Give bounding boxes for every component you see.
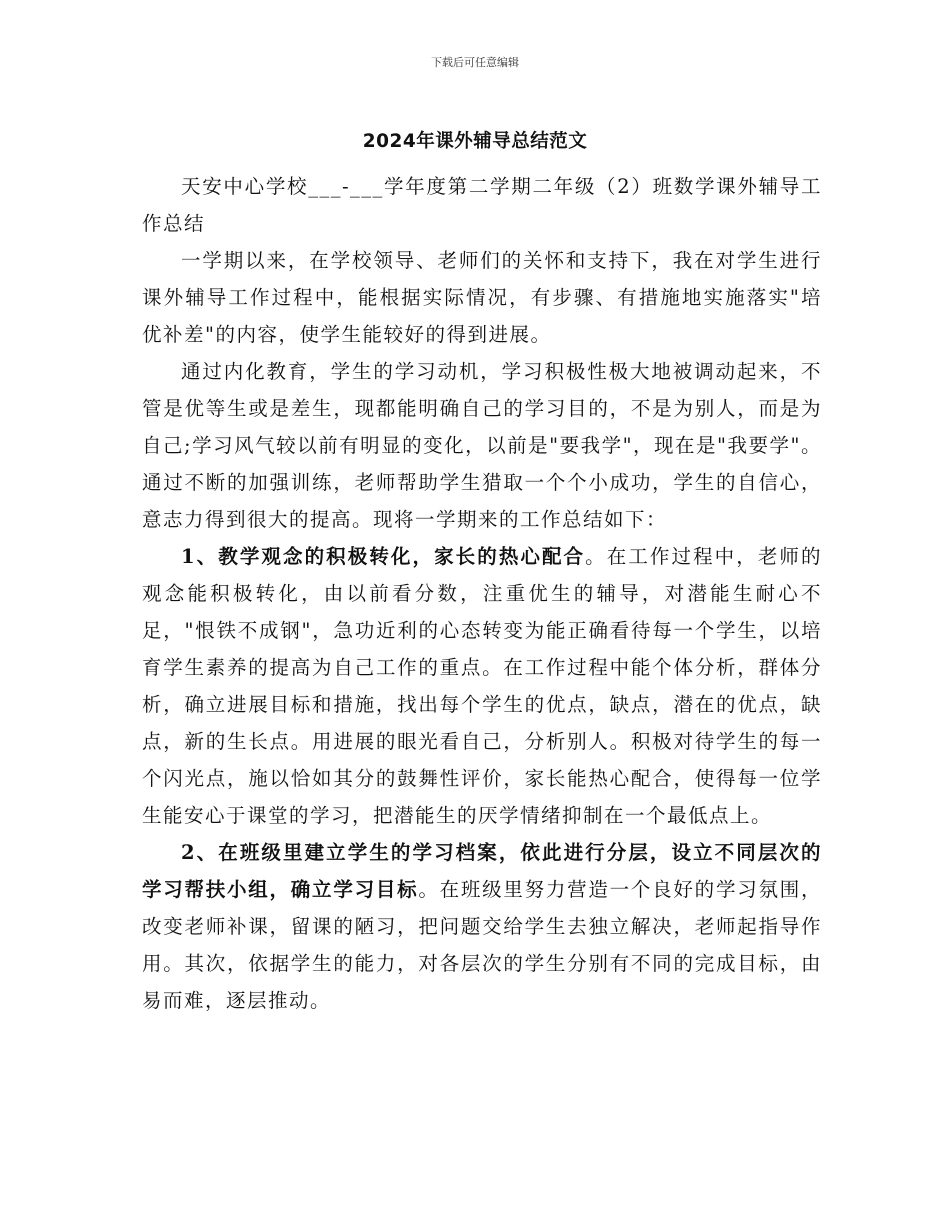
document-body — [142, 168, 822, 1019]
paragraph-point-1 — [142, 538, 822, 834]
point-2-text: 。在班级里努力营造一个良好的学习氛围，改变老师补课，留课的陋习，把问题交给学生去独立解决，老师起指导作用。其次，依据学生的能力，对各层次的学生分别有不同的完成目标，由易而难，逐层推动。 — [142, 878, 822, 1012]
paragraph-point-2 — [142, 834, 822, 1019]
document-title: 2024年课外辅导总结范文 — [362, 131, 588, 152]
point-2-heading: 2、在班级里建立学生的学习档案，依此进行分层，设立不同层次的学习帮扶小组，确立学习目标 — [142, 841, 822, 901]
point-1-text: 。在工作过程中，老师的观念能积极转化，由以前看分数，注重优生的辅导，对潜能生耐心不足，"恨铁不成钢"，急功近利的心态转变为能正确看待每一个学生，以培育学生素养的提高为自己工作的重点。在工作过程中能个体分析，群体分析，确立进展目标和措施，找出每个学生的优点，缺点，潜在的优点，缺点，新的生长点。用进展的眼光看自己，分析别人。积极对待学生的每一个闪光点，施以恰如其分的鼓舞性评价，家长能热心配合，使得每一位学生能安心于课堂的学习，把潜能生的厌学情绪抑制在一个最低点上。 — [142, 545, 822, 827]
paragraph-overview: 一学期以来，在学校领导、老师们的关怀和支持下，我在对学生进行课外辅导工作过程中，能根据实际情况，有步骤、有措施地实施落实"培优补差"的内容，使学生能较好的得到进展。 — [142, 249, 822, 346]
paragraph-motivation: 通过内化教育，学生的学习动机，学习积极性极大地被调动起来，不管是优等生或是差生，现都能明确自己的学习目的，不是为别人，而是为自己;学习风气较以前有明显的变化，以前是"要我学"，现在是"我要学"。通过不断的加强训练，老师帮助学生猎取一个个小成功，学生的自信心，意志力得到很大的提高。现将一学期来的工作总结如下： — [142, 360, 822, 531]
header-note: 下载后可任意编辑 — [431, 56, 519, 69]
point-1-heading: 1、教学观念的积极转化，家长的热心配合 — [181, 545, 586, 568]
paragraph-intro: 天安中心学校___-___学年度第二学期二年级（2）班数学课外辅导工作总结 — [142, 175, 822, 235]
